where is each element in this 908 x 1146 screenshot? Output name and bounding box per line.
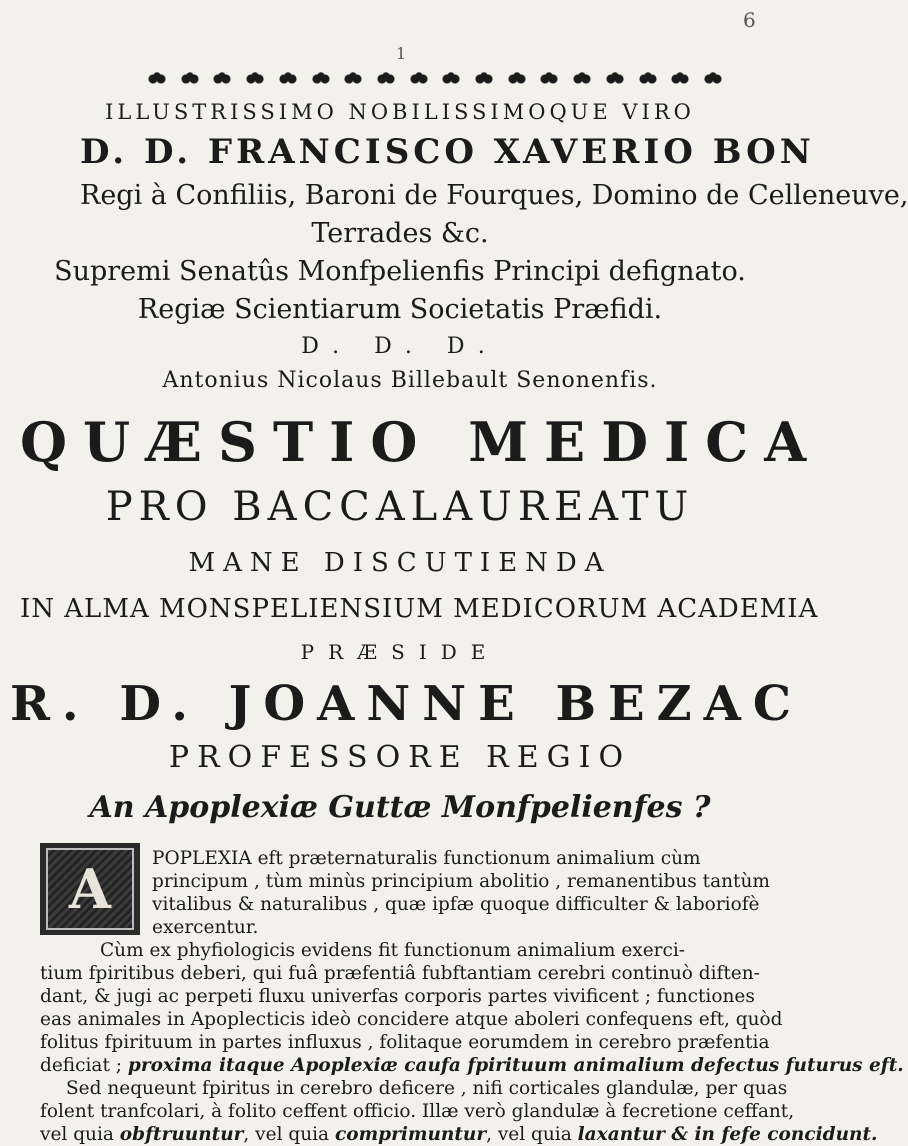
- text-line: Cùm ex phyfiologicis evidens fit functionum animalium exerci-: [100, 940, 686, 961]
- text-line: [40, 1123, 878, 1146]
- ornament-bar: [145, 65, 725, 93]
- text-line: vitalibus & naturalibus , quæ ipfæ quoque difficulter & laboriofè: [152, 894, 760, 915]
- italic-fragment: comprimuntur: [334, 1124, 487, 1145]
- ornament-icon: [701, 69, 725, 89]
- paragraph-3: [40, 1077, 878, 1146]
- dedicatee-name: D. D. FRANCISCO XAVERIO BON: [80, 132, 815, 172]
- academy-line: IN ALMA MONSPELIENSIUM MEDICORUM ACADEMIA: [20, 594, 819, 624]
- ornament-icon: [505, 69, 529, 89]
- ornament-icon: [374, 69, 398, 89]
- text-fragment: deficiat ;: [40, 1055, 122, 1076]
- ornament-icon: [309, 69, 333, 89]
- initial-letter: A: [46, 848, 134, 930]
- ornament-icon: [145, 69, 169, 89]
- paragraph-1: [152, 847, 772, 939]
- text-fragment: , vel quia: [243, 1124, 330, 1145]
- text-line: tium fpiritibus deberi, qui fuâ præfentiâ fubftantiam cerebri continuò diften-: [40, 963, 760, 984]
- dedication-line: ILLUSTRISSIMO NOBILISSIMOQUE VIRO: [105, 100, 695, 124]
- dedicatee-titles-2: Terrades &c.: [311, 218, 489, 249]
- italic-fragment: proxima itaque Apoplexiæ caufa fpirituum animalium defectus futurus eft.: [127, 1055, 904, 1076]
- text-line: exercentur.: [152, 917, 259, 938]
- question-heading: An Apoplexiæ Guttæ Monfpelienfes ?: [89, 790, 711, 825]
- text-fragment: vel quia: [40, 1124, 114, 1145]
- dedicatee-titles-1: Regi à Confiliis, Baroni de Fourques, Domino de Celleneuve,: [80, 180, 908, 211]
- ornament-icon: [439, 69, 463, 89]
- ornament-icon: [603, 69, 627, 89]
- president-name: R. D. JOANNE BEZAC: [10, 676, 804, 732]
- page-number: 1: [396, 44, 407, 63]
- text-line: POPLEXIA eft præternaturalis functionum animalium cùm: [152, 848, 701, 869]
- text-line: eas animales in Apoplecticis ideò concidere atque aboleri confequens eft, quòd: [40, 1009, 783, 1030]
- paragraph-2: [40, 939, 904, 1077]
- decorated-initial: [40, 843, 140, 935]
- ornament-icon: [570, 69, 594, 89]
- italic-fragment: obftruuntur: [119, 1124, 244, 1145]
- author-line: Antonius Nicolaus Billebault Senonenfis.: [162, 368, 658, 393]
- corner-mark: 6: [743, 8, 756, 32]
- ornament-icon: [210, 69, 234, 89]
- text-line: [40, 1054, 904, 1077]
- ornament-icon: [472, 69, 496, 89]
- thesis-subtitle: PRO BACCALAUREATU: [105, 484, 695, 530]
- ornament-icon: [341, 69, 365, 89]
- ornament-icon: [407, 69, 431, 89]
- text-line: folitus fpirituum in partes influxus , folitaque eorumdem in cerebro præfentia: [40, 1032, 770, 1053]
- text-line: folent tranfcolari, à folito ceffent officio. Illæ verò glandulæ à fecretione ceffant,: [40, 1101, 795, 1122]
- text-line: principum , tùm minùs principium abolitio , remanentibus tantùm: [152, 871, 770, 892]
- ornament-icon: [668, 69, 692, 89]
- ornament-icon: [178, 69, 202, 89]
- ornament-icon: [636, 69, 660, 89]
- dedicatee-titles-3: Supremi Senatûs Monfpelienfis Principi defignato.: [54, 256, 746, 287]
- praeside-label: PRÆSIDE: [300, 640, 500, 664]
- italic-fragment: laxantur & in fefe concidunt.: [577, 1124, 878, 1145]
- dedication-formula: D. D. D.: [301, 334, 499, 359]
- professor-title: PROFESSORE REGIO: [168, 740, 632, 775]
- text-fragment: , vel quia: [486, 1124, 572, 1145]
- text-line: dant, & jugi ac perpeti fluxu univerfas corporis partes vivificent ; functiones: [40, 986, 755, 1007]
- thesis-title: QUÆSTIO MEDICA: [20, 410, 823, 474]
- ornament-icon: [537, 69, 561, 89]
- text-line: Sed nequeunt fpiritus in cerebro deficere , nifi corticales glandulæ, per quas: [66, 1078, 788, 1099]
- dedicatee-titles-4: Regiæ Scientiarum Societatis Præfidi.: [137, 294, 663, 325]
- ornament-icon: [276, 69, 300, 89]
- discussion-note: MANE DISCUTIENDA: [188, 548, 612, 578]
- ornament-icon: [243, 69, 267, 89]
